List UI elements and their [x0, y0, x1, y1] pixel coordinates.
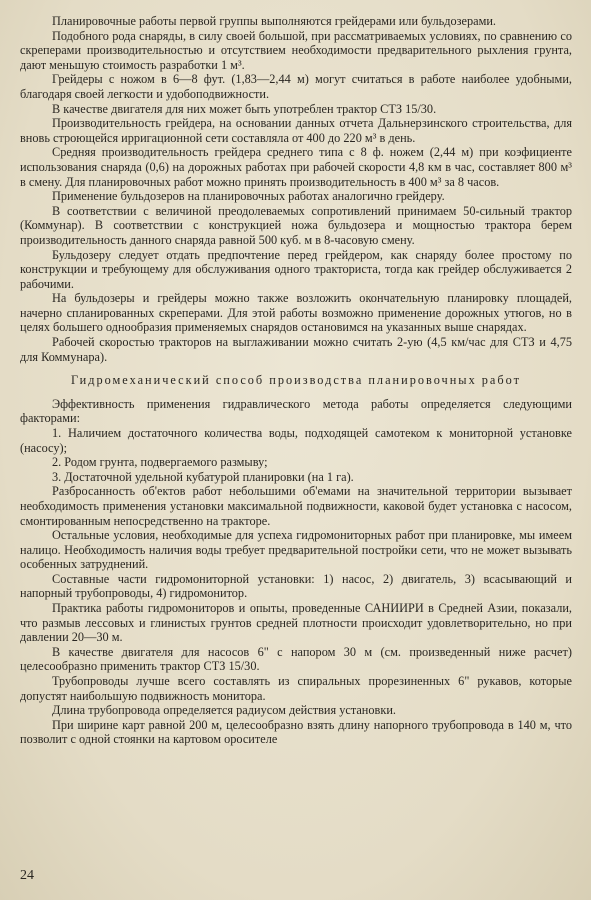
section-heading: Гидромеханический способ производства планировочных работ — [70, 373, 522, 388]
paragraph: На бульдозеры и грейдеры можно также возложить окончательную планировку площадей, начерно спланированных скреперами. Для этой работы возможно применение дорожных утюгов, но в целях большего однообразия применяемых снарядов остановимся на указанных выше снарядах. — [20, 291, 572, 335]
paragraph: Применение бульдозеров на планировочных работах аналогично грейдеру. — [52, 189, 445, 204]
page-number: 24 — [20, 868, 34, 883]
paragraph: При ширине карт равной 200 м, целесообразно взять длину напорного трубопровода в 140 м, что позволит с одной стоянки на картовом оросителе — [20, 717, 572, 747]
paragraph: Рабочей скоростью тракторов на выглаживании можно считать 2-ую (4,5 км/час для СТЗ и 4,75 для Коммунара). — [20, 335, 572, 364]
paragraph: Трубопроводы лучше всего составлять из спиральных прорезиненных 6" рукавов, которые допустят наибольшую подвижность монитора. — [20, 674, 572, 703]
paragraph: Подобного рода снаряды, в силу своей большой, при рассматриваемых условиях, по сравнению со скреперами производительностью и отсутствием необходимости предварительного рыхления грунта, дают меньшую стоимость разработки 1 м³. — [20, 28, 572, 72]
paragraph: Грейдеры с ножом в 6—8 фут. (1,83—2,44 м) могут считаться в работе наиболее удобными, благодаря своей легкости и удобоподвижности. — [20, 72, 572, 101]
paragraph: Длина трубопровода определяется радиусом действия установки. — [52, 703, 396, 718]
paragraph: Практика работы гидромониторов и опыты, проведенные САНИИРИ в Средней Азии, показали, что размыв лессовых и глинистых грунтов средней плотности происходит удовлетворительно, но при давлении 20—30 м. — [20, 601, 572, 645]
list-item: 2. Родом грунта, подвергаемого размыву; — [52, 455, 268, 470]
paragraph: В соответствии с величиной преодолеваемых сопротивлений принимаем 50-сильный трактор (Коммунар). В соответствии с конструкцией ножа бульдозера и мощностью трактора берем производительность данного снаряда равной 500 куб. м в 8-часовую смену. — [20, 203, 572, 247]
paragraph: Планировочные работы первой группы выполняются грейдерами или бульдозерами. — [52, 14, 497, 28]
page-text — [20, 14, 572, 747]
list-item: 3. Достаточной удельной кубатурой планировки (на 1 га). — [52, 469, 354, 484]
paragraph: Эффективность применения гидравлического метода работы определяется следующими факторами: — [20, 396, 572, 426]
paragraph: Бульдозеру следует отдать предпочтение перед грейдером, как снаряду более простому по конструкции и требующему для обслуживания одного тракториста, тогда как грейдер обслуживается 2 рабочими. — [20, 247, 572, 291]
paragraph: Разбросанность об'ектов работ небольшими об'емами на значительной территории вызывает необходимость применения установки максимальной подвижности, каковой будет установка с насосом, смонтированным непосредственно на тракторе. — [20, 484, 572, 528]
paragraph: Производительность грейдера, на основании данных отчета Дальнерзинского строительства, для вновь строющейся ирригационной сети составляла от 400 до 220 м³ в день. — [20, 116, 572, 145]
paragraph: Составные части гидромониторной установки: 1) насос, 2) двигатель, 3) всасывающий и напорный трубопроводы, 4) гидромонитор. — [20, 571, 572, 601]
paragraph: В качестве двигателя для них может быть употреблен трактор СТЗ 15/30. — [52, 101, 437, 116]
paragraph: Остальные условия, необходимые для успеха гидромониторных работ при планировке, мы имеем налицо. Необходимость наличия воды требует предварительной постройки сети, что не может вызывать особенных затруднений. — [20, 528, 572, 572]
paragraph: В качестве двигателя для насосов 6" с напором 30 м (см. произведенный ниже расчет) целесообразно применить трактор СТЗ 15/30. — [20, 644, 572, 674]
paragraph: Средняя производительность грейдера среднего типа с 8 ф. ножем (2,44 м) при коэфициенте использования снаряда (0,6) на дорожных работах при рабочей скорости 4,8 км в час, составляет 800 м³ в смену. Для планировочных работ можно принять производительность в 400 м³ за 8 часов. — [20, 145, 572, 189]
list-item: 1. Наличием достаточного количества воды, подходящей самотеком к мониторной установке (насосу); — [20, 425, 572, 455]
